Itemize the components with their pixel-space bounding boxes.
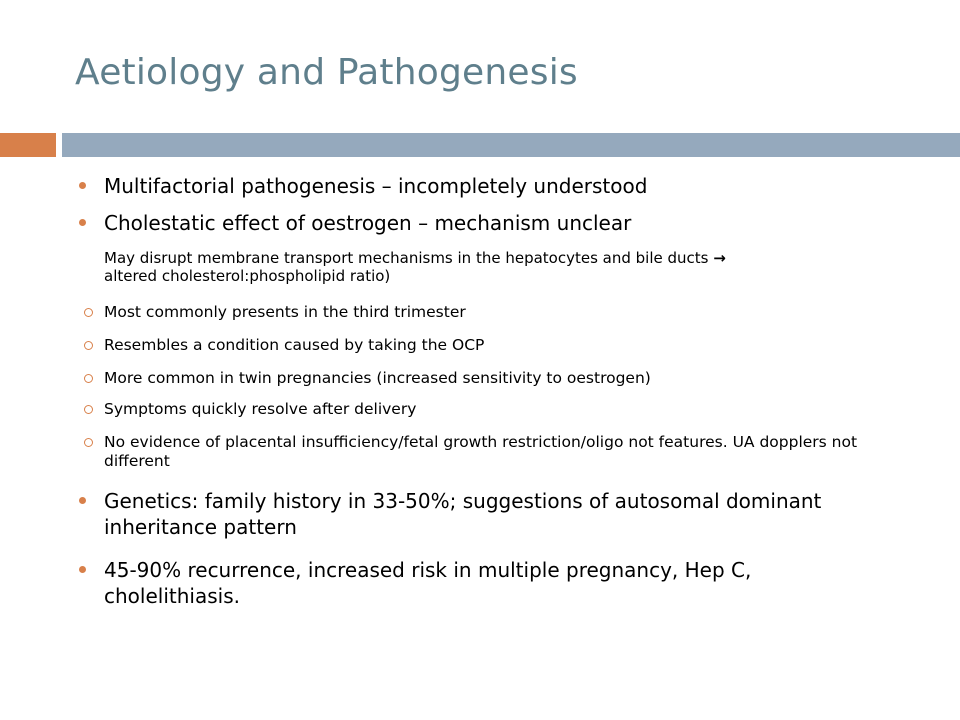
sub-bullet-text: Most commonly presents in the third trimester	[104, 303, 466, 321]
sub-bullet-ocp	[104, 336, 884, 355]
arrow-right-icon: →	[713, 249, 726, 267]
sub-bullet-text: Resembles a condition caused by taking the OCP	[104, 336, 485, 354]
bullet-multifactorial: Multifactorial pathogenesis – incompletely understood	[104, 173, 884, 199]
ring-bullet-icon	[84, 308, 93, 317]
sub-bullet-third-trimester	[104, 303, 884, 322]
bullet-recurrence: 45-90% recurrence, increased risk in multiple pregnancy, Hep C, cholelithiasis.	[104, 557, 884, 609]
ring-bullet-icon	[84, 341, 93, 350]
ring-bullet-icon	[84, 405, 93, 414]
sub-bullet-no-placental-insufficiency	[104, 433, 864, 471]
note-membrane-transport-text: May disrupt membrane transport mechanisms in the hepatocytes and bile ducts	[104, 249, 709, 267]
sub-bullet-text: No evidence of placental insufficiency/fetal growth restriction/oligo not features. UA dopplers not different	[104, 433, 858, 470]
note-membrane-transport-continued: altered cholesterol:phospholipid ratio)	[104, 267, 391, 285]
ring-bullet-icon	[84, 438, 93, 447]
bullet-cholestatic-effect: Cholestatic effect of oestrogen – mechanism unclear	[104, 210, 884, 236]
sub-bullet-twin-pregnancies	[104, 369, 884, 388]
slide-title: Aetiology and Pathogenesis	[75, 52, 578, 93]
note-membrane-transport	[104, 249, 884, 285]
sub-bullet-text: Symptoms quickly resolve after delivery	[104, 400, 417, 418]
sub-bullet-resolve-after-delivery	[104, 400, 884, 419]
bullet-genetics: Genetics: family history in 33-50%; suggestions of autosomal dominant inheritance pattern	[104, 488, 884, 540]
ring-bullet-icon	[84, 374, 93, 383]
sub-bullet-text: More common in twin pregnancies (increased sensitivity to oestrogen)	[104, 369, 651, 387]
